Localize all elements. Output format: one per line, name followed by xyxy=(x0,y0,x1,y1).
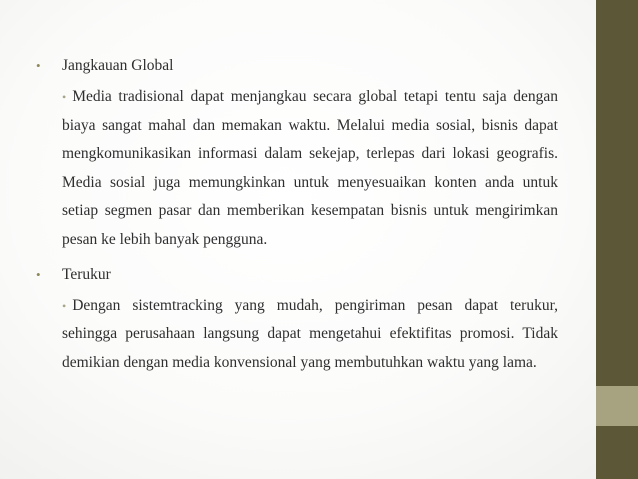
bullet-item-terukur xyxy=(36,263,558,286)
bullet-dot-icon: • xyxy=(36,58,41,73)
bullet-dot-icon: • xyxy=(36,266,41,282)
sidebar-accent-block xyxy=(596,386,638,426)
sub-paragraph-text: Media tradisional dapat menjangkau secara global tetapi tentu saja dengan biaya sangat mahal dan memakan waktu. Melalui media sosial, bisnis dapat mengkomunikasikan informasi dalam sekejap, terlepas dari lokasi geografis. Media sosial juga memungkinkan untuk menyesuaikan konten anda untuk setiap segmen pasar dan memberikan kesempatan bisnis untuk mengirimkan pesan ke lebih banyak pengguna. xyxy=(62,88,558,248)
bullet-text: Jangkauan Global xyxy=(62,57,174,74)
sub-bullet-dot-icon: • xyxy=(62,90,67,104)
sub-paragraph-terukur xyxy=(36,292,558,378)
sub-bullet-dot-icon: • xyxy=(62,298,67,313)
sub-paragraph-jangkauan-global xyxy=(36,83,558,255)
bullet-text: Terukur xyxy=(62,265,111,283)
slide-content xyxy=(36,54,558,385)
bullet-item-jangkauan-global xyxy=(36,54,558,77)
sub-paragraph-text: Dengan sistemtracking yang mudah, pengiriman pesan dapat terukur, sehingga perusahaan langsung dapat mengetahui efektifitas promosi. Tidak demikian dengan media konvensional yang membutuhkan waktu yang lama. xyxy=(62,296,558,371)
